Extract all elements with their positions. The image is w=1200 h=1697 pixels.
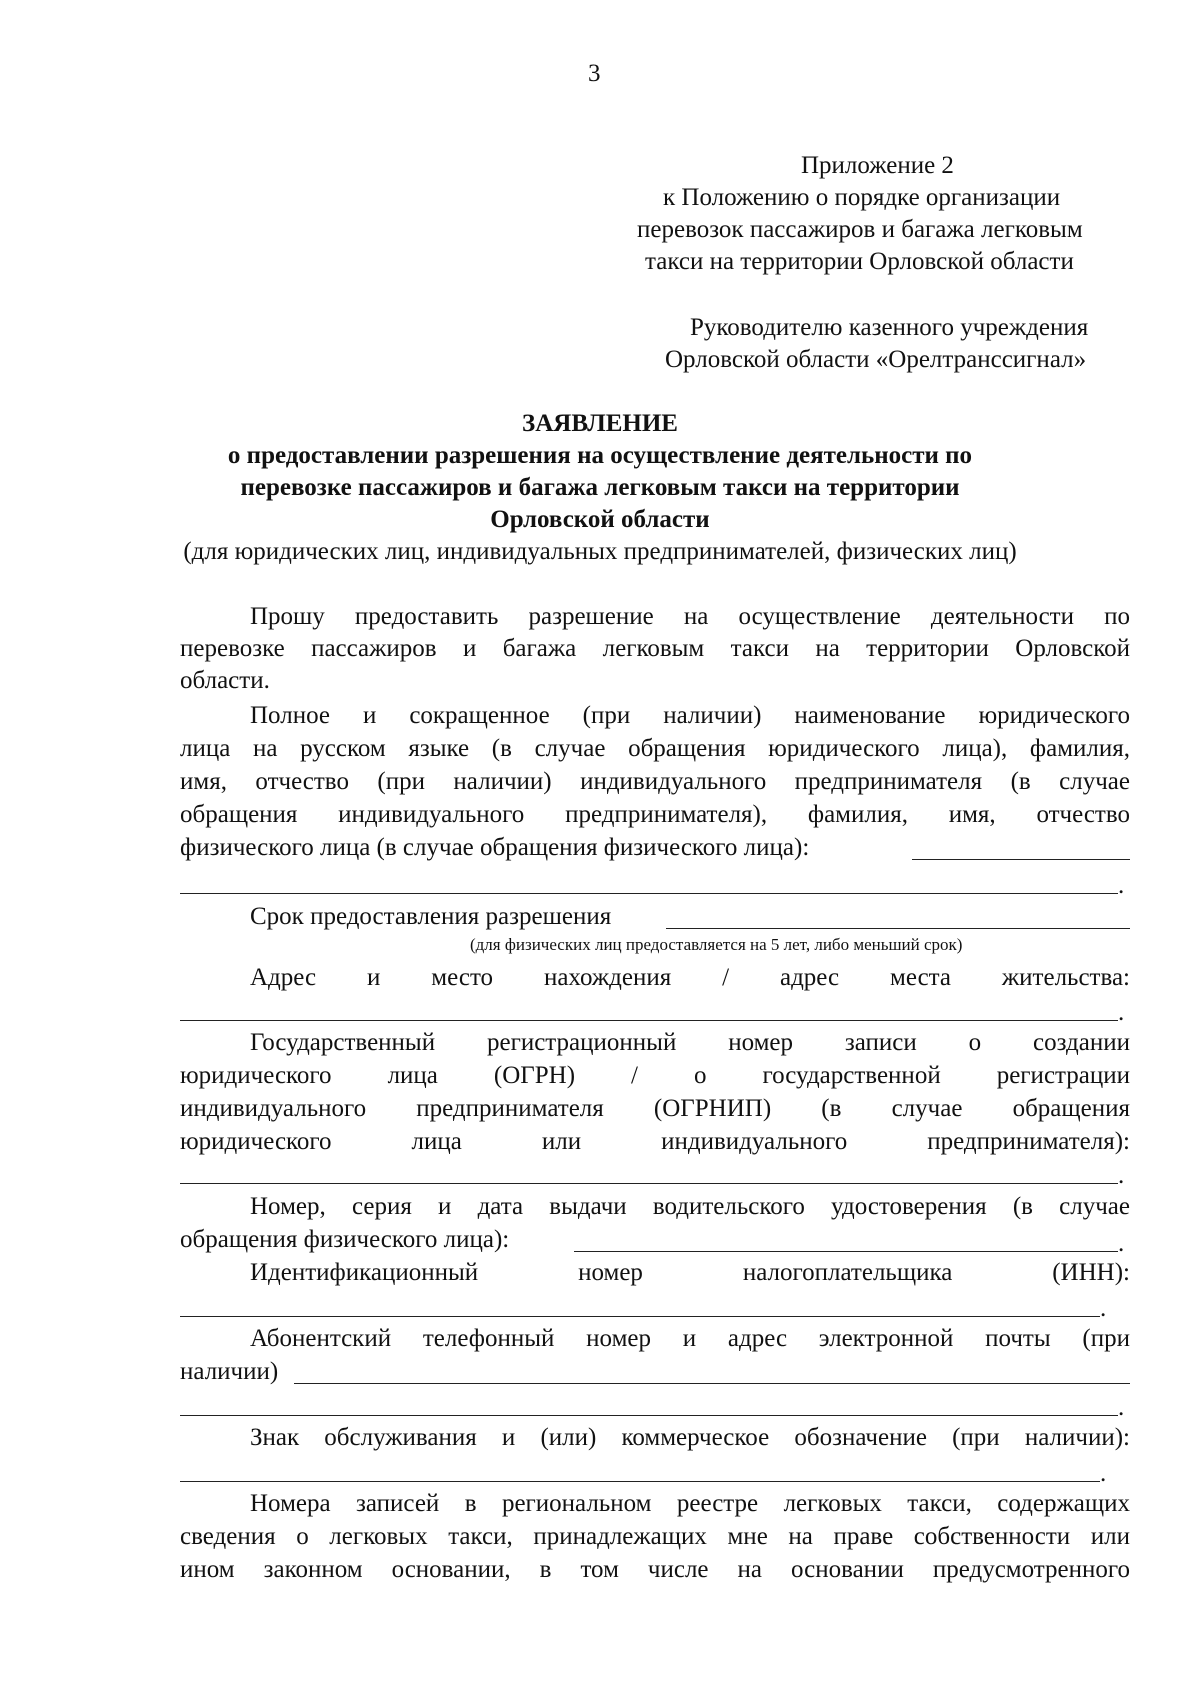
paragraph-line: наличии) [180,1358,279,1385]
license-input-line[interactable] [574,1251,1118,1252]
paragraph-line: сведения о легковых такси, принадлежащих мне на праве собственности или [180,1523,1130,1550]
period: . [1100,1460,1107,1487]
period: . [1118,1394,1125,1421]
paragraph-line: Прошу предоставить разрешение на осуществление деятельности по [250,603,1130,630]
field-label: Срок предоставления разрешения [250,903,612,930]
name-input-line[interactable] [912,859,1130,860]
page-number: 3 [588,60,601,87]
paragraph-line: Номер, серия и дата выдачи водительского удостоверения (в случае [250,1193,1130,1220]
appendix-line: такси на территории Орловской области [645,248,1074,275]
field-label: Адрес и место нахождения / адрес места жительства: [250,964,1130,991]
field-label: Знак обслуживания и (или) коммерческое обозначение (при наличии): [250,1424,1130,1451]
phone-input-line[interactable] [294,1383,1130,1384]
document-title: ЗАЯВЛЕНИЕ [522,410,678,437]
paragraph-line: Абонентский телефонный номер и адрес электронной почты (при [250,1325,1130,1352]
paragraph-line: Номера записей в региональном реестре легковых такси, содержащих [250,1490,1130,1517]
document-subtitle: о предоставлении разрешения на осуществление деятельности по [227,442,973,469]
paragraph-line: перевозке пассажиров и багажа легковым такси на территории Орловской [180,635,1130,662]
field-note: (для физических лиц предоставляется на 5 лет, либо меньший срок) [470,935,963,954]
appendix-title: Приложение 2 [801,152,954,179]
period: . [1118,872,1125,899]
appendix-line: перевозок пассажиров и багажа легковым [637,216,1083,243]
document-subtitle: перевозке пассажиров и багажа легковым такси на территории [240,474,960,501]
paragraph-line: Государственный регистрационный номер записи о создании [250,1029,1130,1056]
paragraph-line: юридического лица (ОГРН) / о государственной регистрации [180,1062,1130,1089]
phone-input-line-2[interactable] [180,1415,1118,1416]
name-input-line-2[interactable] [180,893,1118,894]
paragraph-line: физического лица (в случае обращения физического лица): [180,834,810,861]
field-label: Идентификационный номер налогоплательщика (ИНН): [250,1259,1130,1286]
paragraph-line: обращения индивидуального предпринимателя), фамилия, имя, отчество [180,801,1130,828]
term-input-line[interactable] [666,928,1130,929]
addressee-line: Руководителю казенного учреждения [690,314,1089,341]
period: . [1118,1230,1125,1257]
document-subtitle-note: (для юридических лиц, индивидуальных предпринимателей, физических лиц) [183,538,1017,565]
paragraph-line: Полное и сокращенное (при наличии) наименование юридического [250,702,1130,729]
address-input-line[interactable] [180,1020,1118,1021]
period: . [1100,1295,1107,1322]
paragraph-line: лица на русском языке (в случае обращения юридического лица), фамилия, [180,735,1130,762]
appendix-line: к Положению о порядке организации [663,184,1061,211]
paragraph-line: обращения физического лица): [180,1226,510,1253]
paragraph-line: ином законном основании, в том числе на основании предусмотренного [180,1556,1130,1583]
inn-input-line[interactable] [180,1316,1100,1317]
service-mark-input-line[interactable] [180,1481,1100,1482]
paragraph-line: индивидуального предпринимателя (ОГРНИП) (в случае обращения [180,1095,1130,1122]
ogrn-input-line[interactable] [180,1183,1118,1184]
period: . [1118,999,1125,1026]
paragraph-line: имя, отчество (при наличии) индивидуального предпринимателя (в случае [180,768,1130,795]
paragraph-line: юридического лица или индивидуального предпринимателя): [180,1128,1130,1155]
paragraph-line: области. [180,667,270,694]
addressee-line: Орловской области «Орелтранссигнал» [665,346,1087,373]
period: . [1118,1162,1125,1189]
document-subtitle: Орловской области [490,506,710,533]
